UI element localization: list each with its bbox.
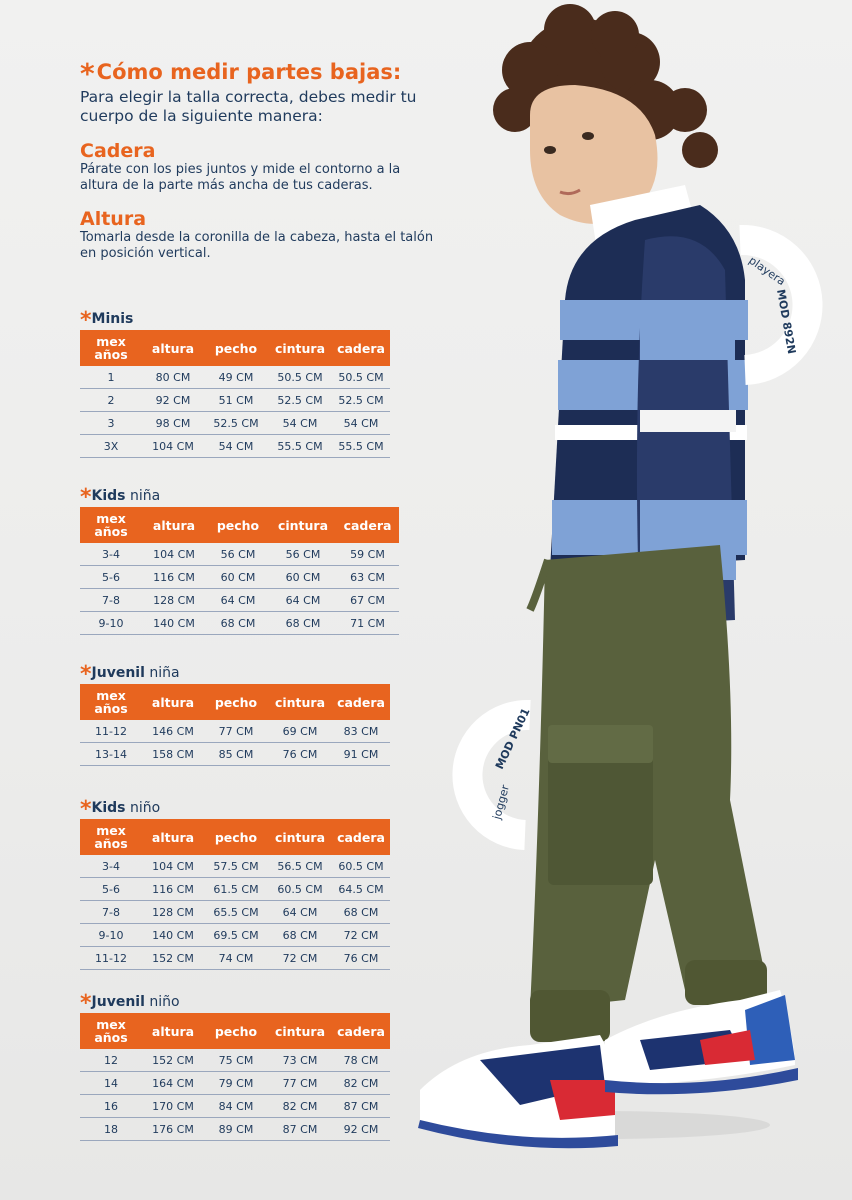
table-cell: 3X — [80, 435, 142, 458]
table-cell: 11-12 — [80, 720, 142, 743]
cadera-heading: Cadera — [80, 140, 156, 162]
badge-bottom-model: MOD PN01 — [492, 706, 533, 772]
section-juvenil-nino — [80, 991, 390, 1141]
table-cell: 52.5 CM — [268, 389, 332, 412]
table-header-row — [80, 684, 390, 720]
column-header: altura — [142, 819, 204, 855]
table-cell: 104 CM — [142, 855, 204, 878]
asterisk-icon: * — [80, 57, 95, 90]
section-title: *Minis — [80, 308, 134, 333]
table-cell: 59 CM — [336, 543, 399, 566]
table-header-row — [80, 819, 390, 855]
badge-top-model: MOD 892N — [774, 288, 799, 355]
table-header-row — [80, 1013, 390, 1049]
table-cell: 79 CM — [204, 1072, 268, 1095]
table-cell: 85 CM — [204, 743, 268, 766]
table-cell: 72 CM — [268, 947, 332, 970]
altura-text: Tomarla desde la coronilla de la cabeza, hasta el talón en posición vertical. — [80, 230, 434, 261]
column-header: cadera — [332, 330, 390, 366]
section-kids-nina — [80, 485, 399, 635]
table-cell: 91 CM — [332, 743, 390, 766]
section-title: *Juvenil niña — [80, 662, 180, 687]
table-cell: 89 CM — [204, 1118, 268, 1141]
table-cell: 68 CM — [332, 901, 390, 924]
table-cell: 57.5 CM — [204, 855, 268, 878]
table-cell: 3-4 — [80, 543, 142, 566]
table-cell: 82 CM — [332, 1072, 390, 1095]
table-row — [80, 589, 399, 612]
column-header: cadera — [332, 1013, 390, 1049]
intro-lead: Para elegir la talla correcta, debes medir tu cuerpo de la siguiente manera: — [80, 88, 417, 125]
table-cell: 84 CM — [204, 1095, 268, 1118]
product-photo — [400, 0, 852, 1200]
table-cell: 13-14 — [80, 743, 142, 766]
table-cell: 92 CM — [332, 1118, 390, 1141]
table-cell: 55.5 CM — [332, 435, 390, 458]
table-cell: 51 CM — [204, 389, 268, 412]
size-table-minis — [80, 330, 390, 458]
table-cell: 12 — [80, 1049, 142, 1072]
table-cell: 49 CM — [204, 366, 268, 389]
column-header: cadera — [332, 684, 390, 720]
table-cell: 104 CM — [142, 543, 206, 566]
table-row — [80, 855, 390, 878]
table-row — [80, 435, 390, 458]
column-header: altura — [142, 507, 206, 543]
intro-block — [80, 58, 440, 262]
table-cell: 60.5 CM — [332, 855, 390, 878]
column-header: altura — [142, 1013, 204, 1049]
section-kids-nino — [80, 797, 390, 970]
column-header: altura — [142, 330, 204, 366]
table-cell: 98 CM — [142, 412, 204, 435]
column-header: pecho — [204, 330, 268, 366]
table-cell: 72 CM — [332, 924, 390, 947]
table-cell: 83 CM — [332, 720, 390, 743]
table-cell: 55.5 CM — [268, 435, 332, 458]
table-cell: 56 CM — [270, 543, 336, 566]
table-cell: 67 CM — [336, 589, 399, 612]
table-row — [80, 1049, 390, 1072]
table-row — [80, 566, 399, 589]
table-cell: 128 CM — [142, 589, 206, 612]
table-cell: 77 CM — [268, 1072, 332, 1095]
section-title: *Kids niño — [80, 797, 161, 822]
table-cell: 64.5 CM — [332, 878, 390, 901]
table-cell: 18 — [80, 1118, 142, 1141]
table-cell: 52.5 CM — [204, 412, 268, 435]
column-header: mex años — [80, 1013, 142, 1049]
table-row — [80, 878, 390, 901]
table-header-row — [80, 507, 399, 543]
table-cell: 116 CM — [142, 878, 204, 901]
badge-top-label: playera — [746, 253, 788, 289]
table-cell: 3-4 — [80, 855, 142, 878]
table-cell: 74 CM — [204, 947, 268, 970]
column-header: cintura — [268, 819, 332, 855]
table-cell: 140 CM — [142, 612, 206, 635]
table-row — [80, 1072, 390, 1095]
section-minis — [80, 308, 390, 458]
size-table-juvenil-nino — [80, 1013, 390, 1141]
table-row — [80, 901, 390, 924]
column-header: cintura — [268, 330, 332, 366]
table-row — [80, 1118, 390, 1141]
column-header: cintura — [268, 684, 332, 720]
table-cell: 92 CM — [142, 389, 204, 412]
table-cell: 170 CM — [142, 1095, 204, 1118]
column-header: mex años — [80, 819, 142, 855]
section-title: *Kids niña — [80, 485, 161, 510]
table-cell: 73 CM — [268, 1049, 332, 1072]
table-cell: 176 CM — [142, 1118, 204, 1141]
table-row — [80, 924, 390, 947]
table-row — [80, 389, 390, 412]
table-row — [80, 366, 390, 389]
table-row — [80, 1095, 390, 1118]
column-header: cadera — [332, 819, 390, 855]
table-cell: 116 CM — [142, 566, 206, 589]
table-cell: 11-12 — [80, 947, 142, 970]
table-cell: 104 CM — [142, 435, 204, 458]
table-cell: 75 CM — [204, 1049, 268, 1072]
table-cell: 9-10 — [80, 612, 142, 635]
table-cell: 52.5 CM — [332, 389, 390, 412]
asterisk-icon: * — [80, 485, 92, 510]
table-cell: 68 CM — [268, 924, 332, 947]
column-header: cintura — [268, 1013, 332, 1049]
table-cell: 82 CM — [268, 1095, 332, 1118]
table-cell: 54 CM — [268, 412, 332, 435]
table-cell: 2 — [80, 389, 142, 412]
table-cell: 78 CM — [332, 1049, 390, 1072]
table-row — [80, 612, 399, 635]
table-cell: 60 CM — [206, 566, 270, 589]
column-header: mex años — [80, 507, 142, 543]
table-cell: 164 CM — [142, 1072, 204, 1095]
column-header: altura — [142, 684, 204, 720]
table-cell: 7-8 — [80, 589, 142, 612]
table-cell: 50.5 CM — [268, 366, 332, 389]
table-cell: 60 CM — [270, 566, 336, 589]
column-header: pecho — [204, 1013, 268, 1049]
table-cell: 54 CM — [332, 412, 390, 435]
page-title — [80, 58, 440, 88]
table-cell: 146 CM — [142, 720, 204, 743]
table-cell: 9-10 — [80, 924, 142, 947]
table-cell: 76 CM — [268, 743, 332, 766]
page-title-text: Cómo medir partes bajas: — [96, 60, 402, 84]
table-cell: 5-6 — [80, 878, 142, 901]
table-cell: 50.5 CM — [332, 366, 390, 389]
table-cell: 54 CM — [204, 435, 268, 458]
column-header: pecho — [206, 507, 270, 543]
table-cell: 56.5 CM — [268, 855, 332, 878]
table-row — [80, 947, 390, 970]
section-juvenil-nina — [80, 662, 390, 766]
altura-heading: Altura — [80, 208, 147, 230]
table-row — [80, 543, 399, 566]
table-cell: 77 CM — [204, 720, 268, 743]
asterisk-icon: * — [80, 662, 92, 687]
table-cell: 76 CM — [332, 947, 390, 970]
table-cell: 69.5 CM — [204, 924, 268, 947]
table-header-row — [80, 330, 390, 366]
table-cell: 68 CM — [206, 612, 270, 635]
table-cell: 5-6 — [80, 566, 142, 589]
table-cell: 69 CM — [268, 720, 332, 743]
table-cell: 60.5 CM — [268, 878, 332, 901]
column-header: pecho — [204, 684, 268, 720]
table-cell: 158 CM — [142, 743, 204, 766]
column-header: pecho — [204, 819, 268, 855]
table-row — [80, 412, 390, 435]
table-cell: 63 CM — [336, 566, 399, 589]
table-row — [80, 743, 390, 766]
asterisk-icon: * — [80, 797, 92, 822]
column-header: mex años — [80, 330, 142, 366]
table-cell: 64 CM — [270, 589, 336, 612]
column-header: mex años — [80, 684, 142, 720]
table-cell: 1 — [80, 366, 142, 389]
table-cell: 64 CM — [206, 589, 270, 612]
cadera-text: Párate con los pies juntos y mide el contorno a la altura de la parte más ancha de tus caderas. — [80, 162, 401, 193]
table-cell: 152 CM — [142, 947, 204, 970]
table-cell: 87 CM — [268, 1118, 332, 1141]
table-cell: 7-8 — [80, 901, 142, 924]
table-cell: 87 CM — [332, 1095, 390, 1118]
table-cell: 80 CM — [142, 366, 204, 389]
section-title: *Juvenil niño — [80, 991, 180, 1016]
table-cell: 16 — [80, 1095, 142, 1118]
table-row — [80, 720, 390, 743]
table-cell: 14 — [80, 1072, 142, 1095]
table-cell: 65.5 CM — [204, 901, 268, 924]
size-table-juvenil-nina — [80, 684, 390, 766]
table-cell: 64 CM — [268, 901, 332, 924]
column-header: cadera — [336, 507, 399, 543]
table-cell: 68 CM — [270, 612, 336, 635]
table-cell: 56 CM — [206, 543, 270, 566]
table-cell: 3 — [80, 412, 142, 435]
table-cell: 61.5 CM — [204, 878, 268, 901]
size-table-kids-nina — [80, 507, 399, 635]
asterisk-icon: * — [80, 991, 92, 1016]
size-table-kids-nino — [80, 819, 390, 970]
table-cell: 71 CM — [336, 612, 399, 635]
table-cell: 152 CM — [142, 1049, 204, 1072]
table-cell: 140 CM — [142, 924, 204, 947]
badge-bottom-label: jogger — [490, 783, 512, 821]
table-cell: 128 CM — [142, 901, 204, 924]
asterisk-icon: * — [80, 308, 92, 333]
column-header: cintura — [270, 507, 336, 543]
